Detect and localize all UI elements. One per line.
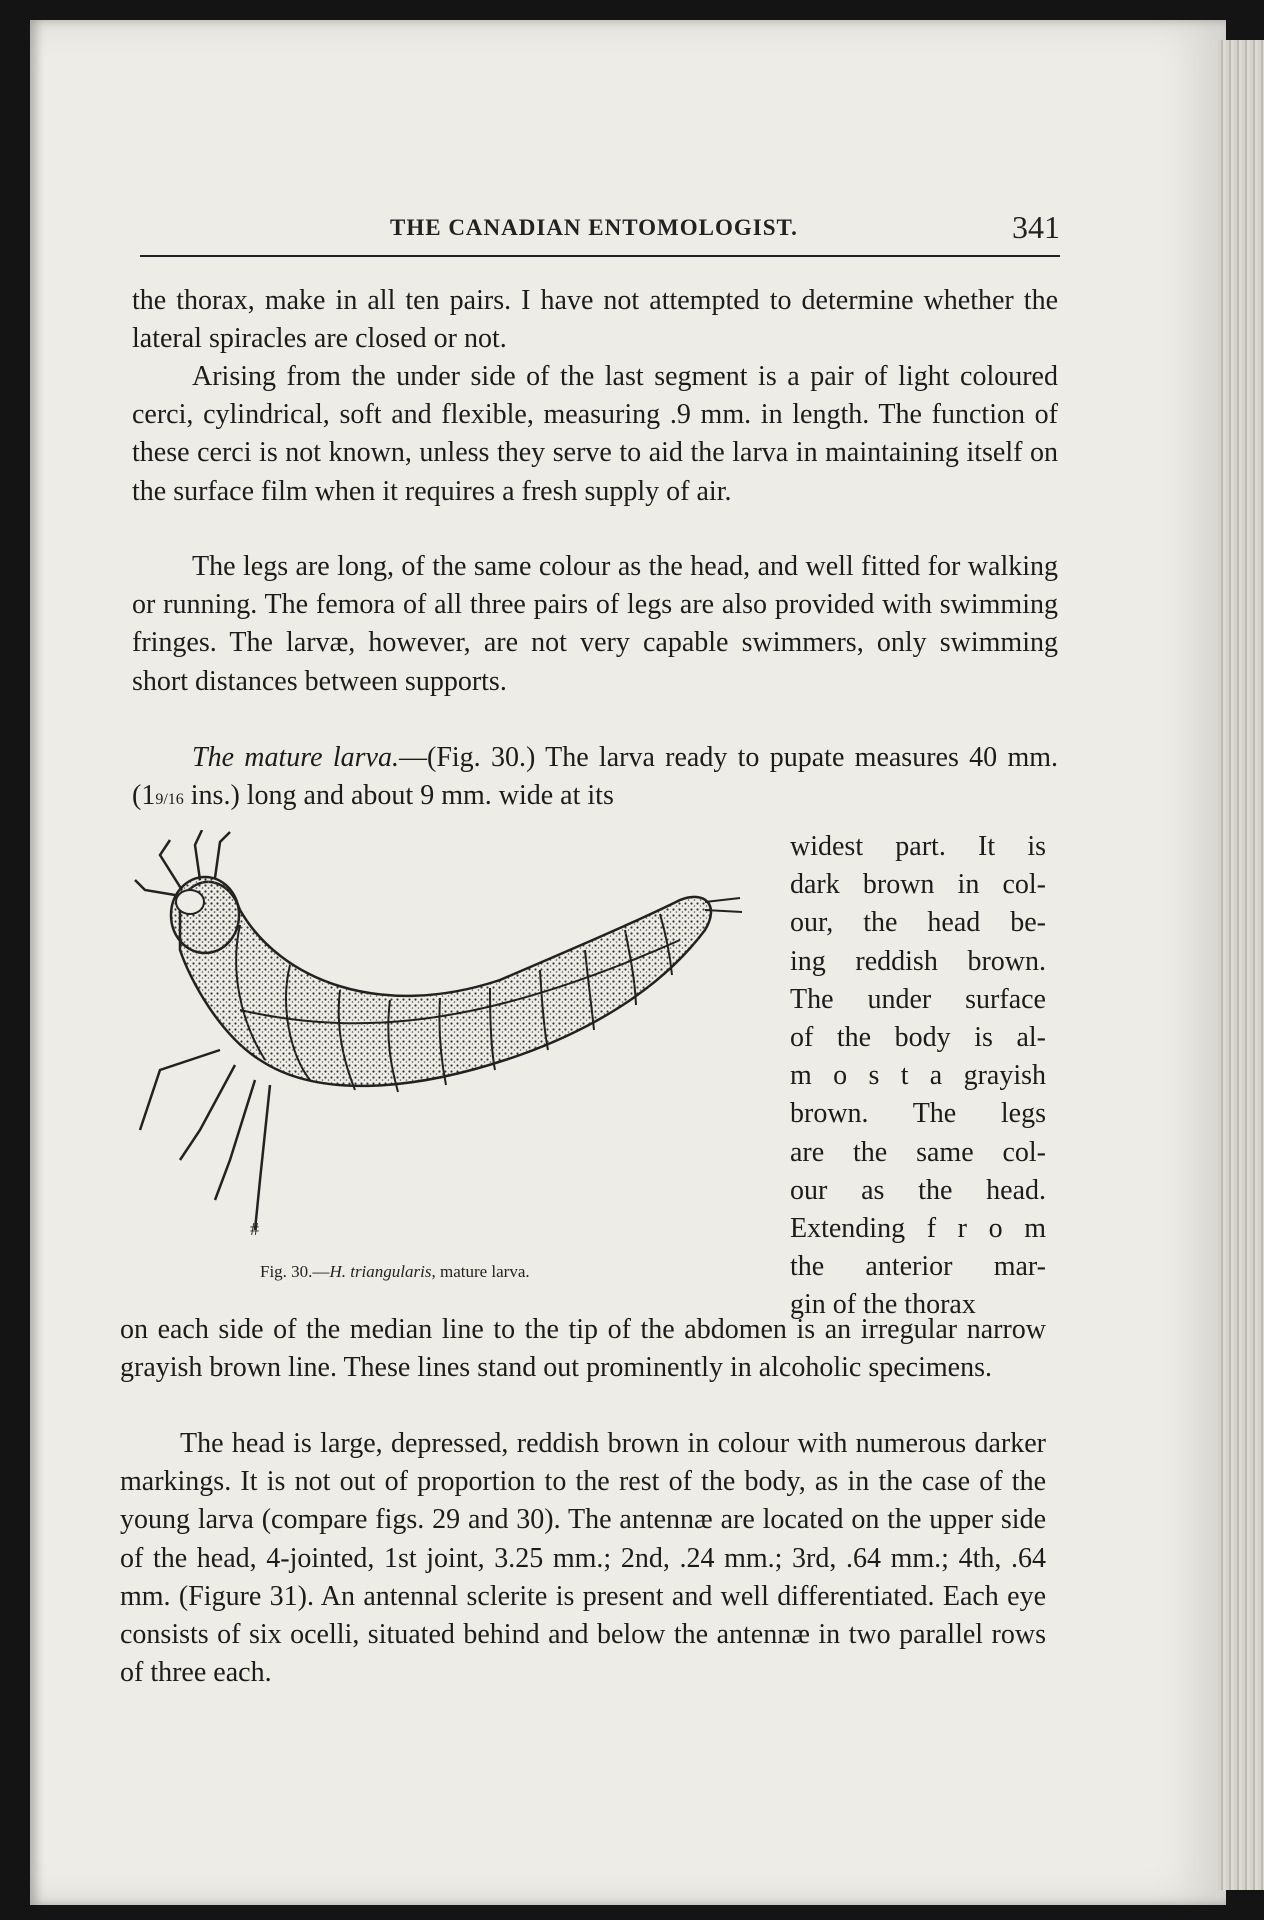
wrap-line: ing reddish brown. bbox=[790, 945, 1046, 977]
wrap-line: The under surface bbox=[790, 983, 1046, 1015]
paragraph-4-text: —(Fig. 30.) The larva ready to pupate measures 40 mm. (1 bbox=[132, 742, 1059, 812]
fraction: 9/16 bbox=[155, 791, 184, 809]
larva-illustration bbox=[120, 830, 780, 1250]
paragraph-5: on each side of the median line to the tip of the abdomen is an irregular narrow grayish brown line. These lines stand out prominently in alcoholic specimens. bbox=[120, 1314, 1046, 1384]
paragraph-6: The head is large, depressed, reddish brown in colour with numerous darker markings. It is not out of proportion to the rest of the body, as in the case of the young larva (compare figs. 29 and 30). The antennæ are located on the upper side of the head, 4-jointed, 1st joint, 3.25 mm.; 2nd, .24 mm.; 3rd, .64 mm.; 4th, .64 mm. (Figure 31). An antennal sclerite is present and well differentiated. Each eye consists of six ocelli, situated behind and below the antennæ in two parallel rows of three each. bbox=[120, 1428, 1046, 1689]
figure-species: H. triangularis bbox=[329, 1262, 432, 1281]
figure-label: Fig. 30.— bbox=[260, 1262, 330, 1281]
wrap-line: dark brown in col- bbox=[790, 869, 1046, 901]
paragraph-2: Arising from the under side of the last segment is a pair of light coloured cerci, cylindrical, soft and flexible, measuring .9 mm. in length. The function of these cerci is not known, unless they serve to aid the larva in maintaining itself on the surface film when it requires a fresh supply of air. bbox=[132, 361, 1058, 507]
page-number: 341 bbox=[1012, 209, 1060, 245]
figure-desc: , mature larva. bbox=[431, 1262, 530, 1281]
wrap-line: the anterior mar- bbox=[790, 1251, 1046, 1283]
figure-wrap-text bbox=[790, 828, 1046, 1324]
running-title: THE CANADIAN ENTOMOLOGIST. bbox=[390, 215, 798, 240]
mature-larva-heading: The mature larva. bbox=[192, 742, 399, 773]
wrap-line: of the body is al- bbox=[790, 1021, 1046, 1053]
wrap-line: brown. The legs bbox=[790, 1098, 1046, 1130]
paragraph-3: The legs are long, of the same colour as the head, and well fitted for walking or running. The femora of all three pairs of legs are also provided with swimming fringes. The larvæ, however, are not very capable swimmers, only swimming short distances between supports. bbox=[132, 551, 1058, 697]
figure-caption bbox=[260, 1262, 530, 1282]
wrap-line: gin of the thorax bbox=[790, 1289, 976, 1321]
wrap-line: Extending f r o m bbox=[790, 1212, 1046, 1244]
svg-text:#: # bbox=[250, 1219, 259, 1239]
wrap-line: widest part. It is bbox=[790, 831, 1046, 862]
page-edge bbox=[1218, 40, 1264, 1890]
wrap-line: m o s t a grayish bbox=[790, 1060, 1046, 1092]
paragraph-1: the thorax, make in all ten pairs. I have not attempted to determine whether the lateral spiracles are closed or not. bbox=[132, 285, 1058, 355]
wrap-line: our as the head. bbox=[790, 1174, 1046, 1206]
paragraph-4 bbox=[132, 739, 1058, 819]
wrap-line: are the same col- bbox=[790, 1136, 1046, 1168]
page-header bbox=[140, 205, 1060, 257]
wrap-line: our, the head be- bbox=[790, 907, 1046, 939]
paragraph-4-rest: ins.) long and about 9 mm. wide at its bbox=[183, 780, 614, 812]
